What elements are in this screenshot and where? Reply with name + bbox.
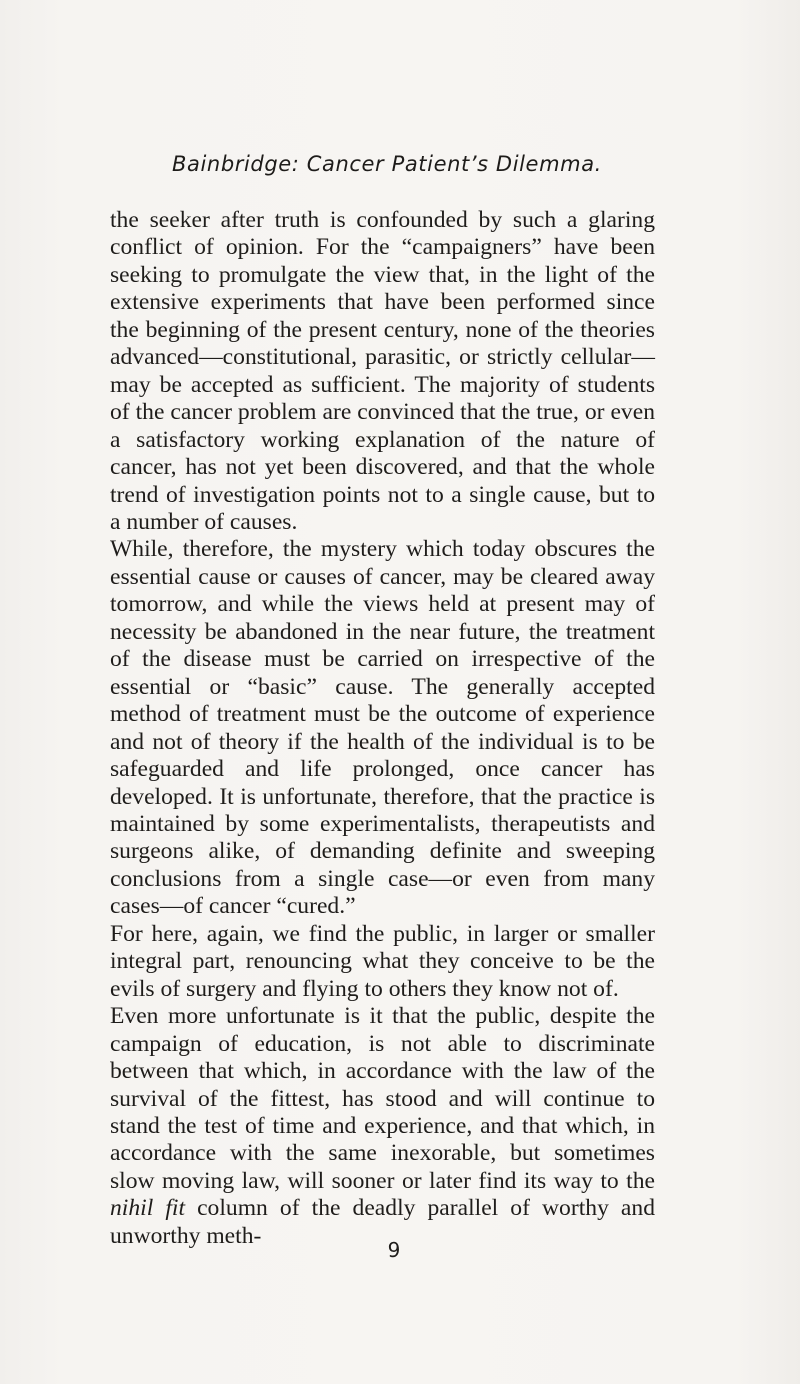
paragraph-3: For here, again, we find the public, in larger or smaller integral part, renouncing what they conceive to be the evils of surgery and flying to others they know not of.: [110, 920, 655, 1002]
running-head: Bainbridge: Cancer Patient’s Dilemma.: [172, 152, 602, 176]
paragraph-1: the seeker after truth is confounded by such a glaring conflict of opinion. For the “campaigners” have been seeking to promulgate the view that, in the light of the extensive experiments that have been performed since the beginning of the present century, none of the theories advanced—constitutional, parasitic, or strictly cellular—may be accepted as sufficient. The majority of students of the cancer problem are convinced that the true, or even a satisfactory working explanation of the nature of cancer, has not yet been discovered, and that the whole trend of investigation points not to a single cause, but to a number of causes.: [110, 207, 655, 535]
page-number: 9: [387, 1238, 401, 1262]
body-text: [110, 207, 655, 1250]
paragraph-4: [110, 1003, 655, 1250]
paragraph-4-text-after: column of the deadly parallel of worthy and unworthy meth-: [110, 1195, 655, 1249]
paragraph-2: While, therefore, the mystery which today obscures the essential cause or causes of cancer, may be cleared away tomorrow, and while the views held at present may of necessity be abandoned in the near future, the treatment of the disease must be carried on irrespective of the essential or “basic” cause. The generally accepted method of treatment must be the outcome of experience and not of theory if the health of the individual is to be safeguarded and life prolonged, once cancer has developed. It is unfortunate, therefore, that the practice is maintained by some experimentalists, therapeutists and surgeons alike, of demanding definite and sweeping conclusions from a single case—or even from many cases—of cancer “cured.”: [110, 536, 655, 920]
italic-phrase: nihil fit: [110, 1195, 185, 1222]
paragraph-4-text-before: Even more unfortunate is it that the public, despite the campaign of education, is not able to discriminate between that which, in accordance with the law of the survival of the fittest, has stood and will continue to stand the test of time and experience, and that which, in accordance with the same inexorable, but sometimes slow moving law, will sooner or later find its way to the: [110, 1003, 655, 1194]
